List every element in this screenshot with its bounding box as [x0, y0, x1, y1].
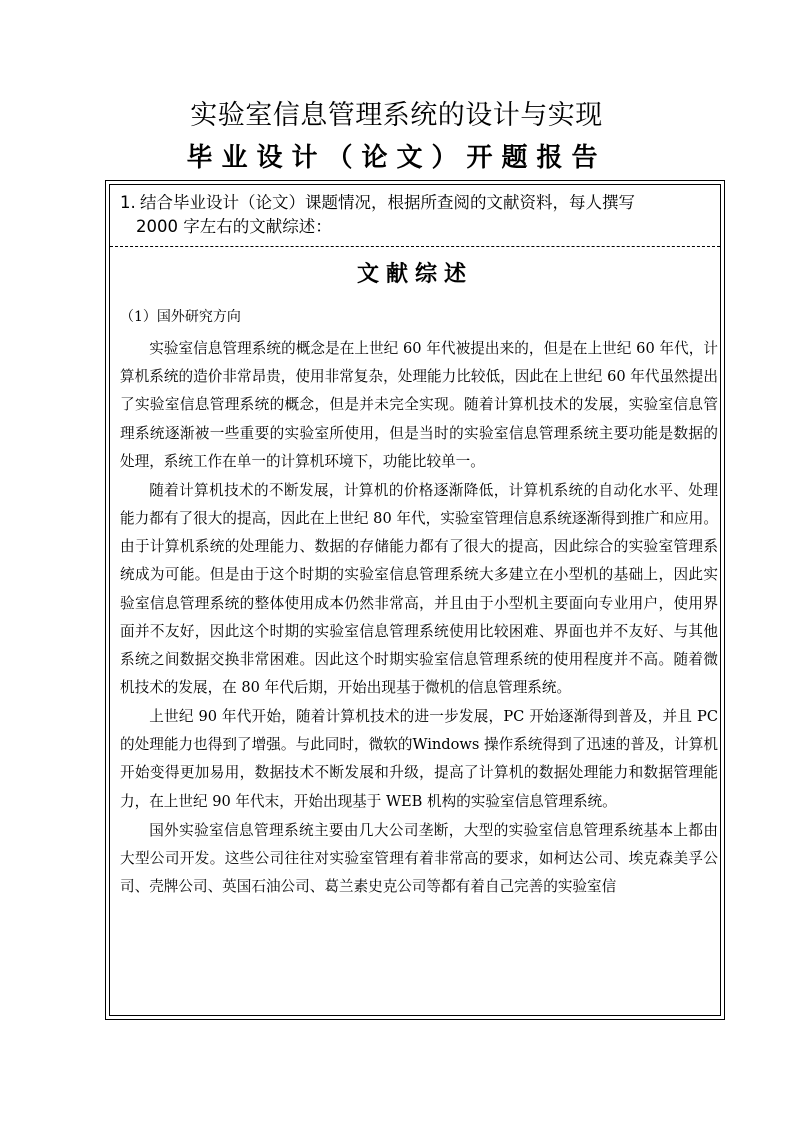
paragraph-4: 国外实验室信息管理系统主要由几大公司垄断，大型的实验室信息管理系统基本上都由大型公司开发。这些公司往往对实验室管理有着非常高的要求，如柯达公司、埃克森美孚公司、壳牌公司、英国石油公司、葛兰素史克公司等都有着自己完善的实验室信 — [120, 821, 718, 895]
report-inner-frame — [109, 184, 721, 1016]
paragraph-1: 实验室信息管理系统的概念是在上世纪 60 年代被提出来的，但是在上世纪 60 年代，计算机系统的造价非常昂贵，使用非常复杂，处理能力比较低，因此在上世纪 60 年代虽然提出了实验室信息管理系统的概念，但是并未完全实现。随着计算机技术的发展，实验室信息管理系统逐渐被一些重要的实验室所使用，但是当时的实验室信息管理系统主要功能是数据的处理，系统工作在单一的计算机环境下，功能比较单一。 — [120, 340, 718, 470]
report-frame — [105, 180, 725, 1020]
section-title: 文献综述 — [356, 262, 473, 287]
prompt-line-2: 2000 字左右的文献综述： — [136, 217, 332, 236]
paragraph-3: 上世纪 90 年代开始，随着计算机技术的进一步发展，PC 开始逐渐得到普及，并且 PC 的处理能力也得到了增强。与此同时，微软的Windows 操作系统得到了迅速的普及，计算机开始变得更加易用，数据技术不断发展和升级，提高了计算机的数据处理能力和数据管理能力，在上世纪 90 年代末，开始出现基于 WEB 机构的实验室信息管理系统。 — [120, 708, 718, 810]
document-title: 实验室信息管理系统的设计与实现 — [190, 100, 603, 131]
paragraph-2: 随着计算机技术的不断发展，计算机的价格逐渐降低，计算机系统的自动化水平、处理能力都有了很大的提高，因此在上世纪 80 年代，实验室管理信息系统逐渐得到推广和应用。由于计算机系统的处理能力、数据的存储能力都有了很大的提高，因此综合的实验室管理系统成为可能。但是由于这个时期的实验室信息管理系统大多建立在小型机的基础上，因此实验室信息管理系统的整体使用成本仍然非常高，并且由于小型机主要面向专业用户，使用界面并不友好，因此这个时期的实验室信息管理系统使用比较困难、界面也并不友好、与其他系统之间数据交换非常困难。因此这个时期实验室信息管理系统的使用程度并不高。随着微机技术的发展，在 80 年代后期，开始出现基于微机的信息管理系统。 — [120, 481, 718, 697]
assignment-prompt — [120, 191, 720, 239]
prompt-line-1 — [120, 191, 720, 215]
document-subtitle: 毕业设计（论文）开题报告 — [186, 143, 607, 173]
section-subheading: （1）国外研究方向 — [120, 309, 241, 325]
dashed-divider — [110, 246, 720, 247]
prompt-number: 1. — [120, 193, 136, 212]
literature-review-body — [120, 335, 718, 902]
prompt-text-1: 结合毕业设计（论文）课题情况，根据所查阅的文献资料，每人撰写 — [140, 193, 635, 212]
